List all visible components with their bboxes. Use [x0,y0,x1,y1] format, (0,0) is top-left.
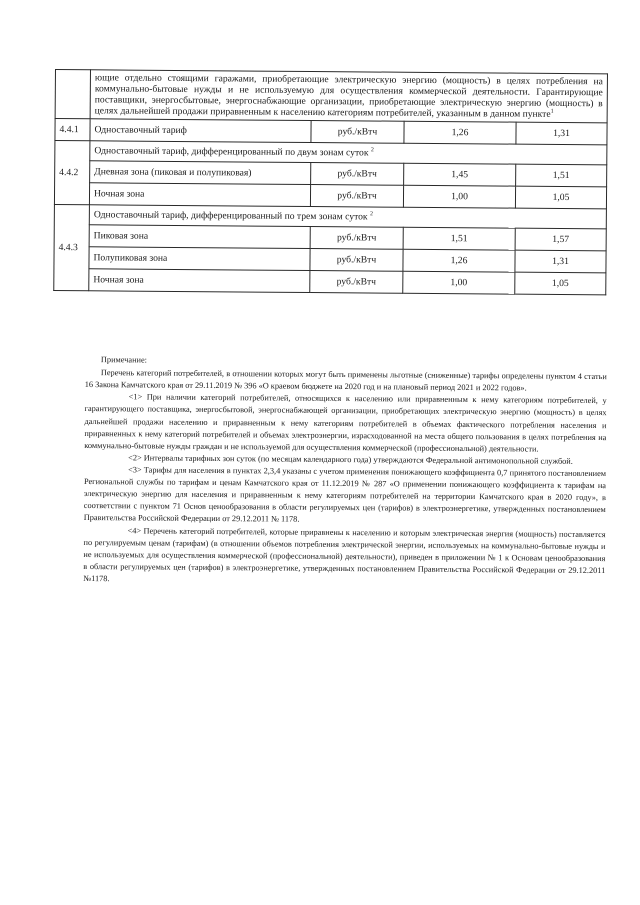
zone-name: Ночная зона [89,183,310,207]
unit-cell: руб./кВтч [310,249,403,272]
notes-section [83,354,607,589]
row-number: 4.4.2 [54,141,90,205]
footnote-2: <2> Интервалы тарифных зон суток (по месяцам календарного года) утверждаются Федеральной антимонопольной службой. [128,453,573,466]
zone-name: Полупиковая зона [89,247,310,271]
tariff-name: Одноставочный тариф [90,119,311,143]
zone-name: Пиковая зона [89,225,310,249]
value-cell-2: 1,57 [515,228,606,251]
footnote-marker: 1 [550,108,554,115]
value-cell-1: 1,26 [404,121,516,144]
footnote-4: <4> Перечень категорий потребителей, которые приравнены к населению и которым электрическая энергия (мощность) поставляется по регулируемым ценам (тарифам) (в отношении объемов потребления электрической энергии, используемых на коммунально-бытовые нужды и не используемых для осуществления коммерческой (профессиональной) деятельности), приведен в приложении № 1 к Основам ценообразования в области регулируемых цен (тарифов) в электроэнергетике, утвержденных постановлением Правительства Российской Федерации от 29.12.2011 №1178. [83,525,606,584]
unit-cell: руб./кВтч [311,163,404,186]
value-cell-1: 1,00 [403,271,515,294]
zone-name: Ночная зона [89,269,310,293]
unit-cell: руб./кВтч [310,227,403,250]
value-cell-2: 1,05 [515,186,606,209]
zone-name: Дневная зона (пиковая и полупиковая) [90,161,311,185]
value-cell-1: 1,51 [403,227,515,250]
value-cell-2: 1,05 [515,272,606,295]
footnote-marker: 2 [370,147,374,154]
unit-cell: руб./кВтч [311,121,404,144]
value-cell-1: 1,45 [404,163,516,186]
intro-cell [90,70,607,123]
footnote-3: <3> Тарифы для населения в пунктах 2,3,4 указаны с учетом применения понижающего коэффициента 0,7 принятого постановлением Региональной службы по тарифам и ценам Камчатского края от 11.12.2019 № 287 «О применении понижающего коэффициента к тарифам на электрическую энергию для населения и приравненным к нему категориям потребителей на территории Камчатского края в 2020 году», в соответствии с пунктом 71 Основ ценообразования в области регулируемых цен (тарифов) в электроэнергетике, утвержденных постановлением Правительства Российской Федерации от 29.12.2011 № 1178. [83,465,607,525]
tariff-table [53,69,608,295]
notes-heading: Примечание: [100,355,148,365]
unit-cell: руб./кВтч [310,185,403,208]
row-number: 4.4.1 [55,119,90,141]
unit-cell: руб./кВтч [310,271,403,294]
row-number-cell [55,70,90,119]
table-row [54,269,606,295]
row-number: 4.4.3 [54,205,90,291]
footnote-marker: 2 [370,211,374,218]
intro-text: ющие отдельно стоящими гаражами, приобретающие электрическую энергию (мощность) в целях потребления на коммунально-бытовые нужды и не используемую для осуществления коммерческой деятельности. Гарантирующие поставщики, энергосбытовые, энергоснабжающие организации, приобретающие электрическую энергию (мощность) в целях дальнейшей продажи приравненным к населению категориям потребителей, указанным в данном пункте [94,72,603,120]
table-row-intro [55,70,607,123]
note-paragraph: Перечень категорий потребителей, в отношении которых могут быть применены льготные (сниженные) тарифы определены пунктом 4 статьи 16 Закона Камчатского края от 29.11.2019 № 396 «О краевом бюджете на 2020 год и на плановый период 2021 и 2022 годов». [84,368,607,393]
value-cell-1: 1,26 [403,249,515,272]
tariff-group-text: Одноставочный тариф, дифференцированный по трем зонам суток [93,209,368,223]
value-cell-1: 1,00 [403,185,515,208]
footnote-1: <1> При наличии категорий потребителей, относящихся к населению или приравненным к нему категориям потребителей, у гарантирующего поставщика, энергосбытовой, энергоснабжающей организации, приобретающих электрическую энергию (мощность) в целях дальнейшей продажи населению и приравненным к нему категориям потребителей в объемах фактического потребления населения и приравненных к нему категорий потребителей и объемах электроэнергии, израсходованной на места общего пользования в целях потребления на коммунально-бытовые нужды граждан и не используемой для осуществления коммерческой (профессиональной) деятельности. [84,392,607,454]
value-cell-2: 1,31 [516,122,607,145]
tariff-group-text: Одноставочный тариф, дифференцированный по двум зонам суток [94,145,369,159]
value-cell-2: 1,51 [516,164,607,187]
value-cell-2: 1,31 [515,250,606,273]
